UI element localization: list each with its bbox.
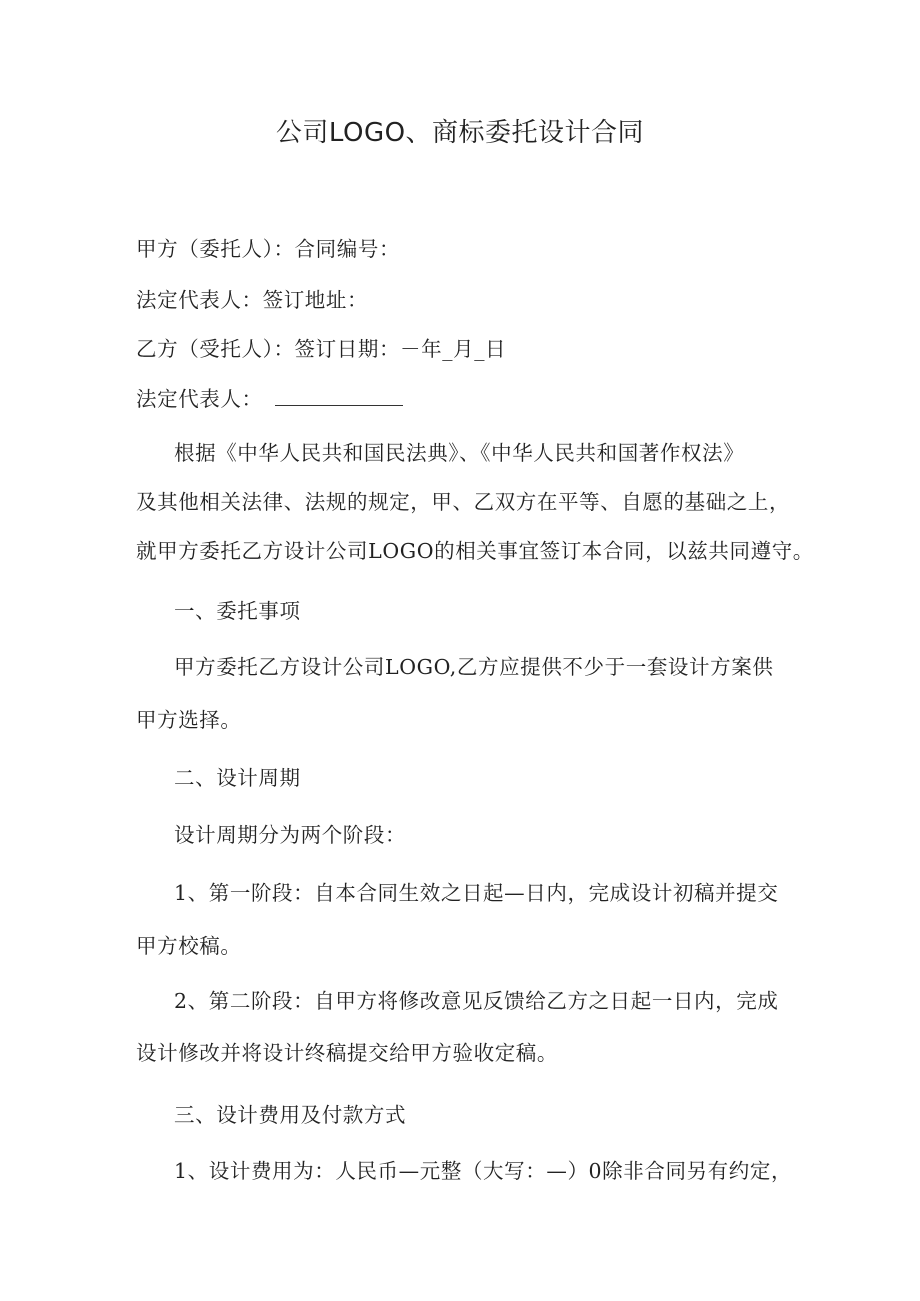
party-b-field: 乙方（受托人）：签订日期：－年_月_日 [136, 337, 507, 361]
party-b-representative-label: 法定代表人： [136, 387, 263, 411]
party-b-representative-line [136, 382, 403, 412]
fees-paragraph-line: 1、设计费用为：人民币—元整（大写：—）0除非合同另有约定， [174, 1159, 793, 1183]
section-heading-design-cycle: 二、设计周期 [174, 766, 301, 790]
design-cycle-intro: 设计周期分为两个阶段： [174, 823, 407, 847]
intro-paragraph-line: 根据《中华人民共和国民法典》、《中华人民共和国著作权法》 [174, 441, 745, 465]
stage-one-line: 甲方校稿。 [136, 934, 242, 958]
commission-paragraph-line: 甲方选择。 [136, 708, 242, 732]
stage-one-line: 1、第一阶段：自本合同生效之日起—日内，完成设计初稿并提交 [174, 881, 779, 905]
intro-paragraph-line: 就甲方委托乙方设计公司LOGO的相关事宜签订本合同，以兹共同遵守。 [136, 539, 814, 563]
party-a-representative-field: 法定代表人：签订地址： [136, 288, 369, 312]
section-heading-commission: 一、委托事项 [174, 599, 301, 623]
party-a-field: 甲方（委托人）：合同编号： [136, 237, 401, 261]
signature-blank-line [275, 387, 403, 406]
stage-two-line: 2、第二阶段：自甲方将修改意见反馈给乙方之日起一日内，完成 [174, 989, 779, 1013]
intro-paragraph-line: 及其他相关法律、法规的规定，甲、乙双方在平等、自愿的基础之上， [136, 490, 791, 514]
document-title: 公司LOGO、商标委托设计合同 [275, 118, 645, 148]
commission-paragraph-line: 甲方委托乙方设计公司LOGO,乙方应提供不少于一套设计方案供 [174, 655, 774, 679]
stage-two-line: 设计修改并将设计终稿提交给甲方验收定稿。 [136, 1041, 558, 1065]
section-heading-fees: 三、设计费用及付款方式 [174, 1103, 407, 1127]
